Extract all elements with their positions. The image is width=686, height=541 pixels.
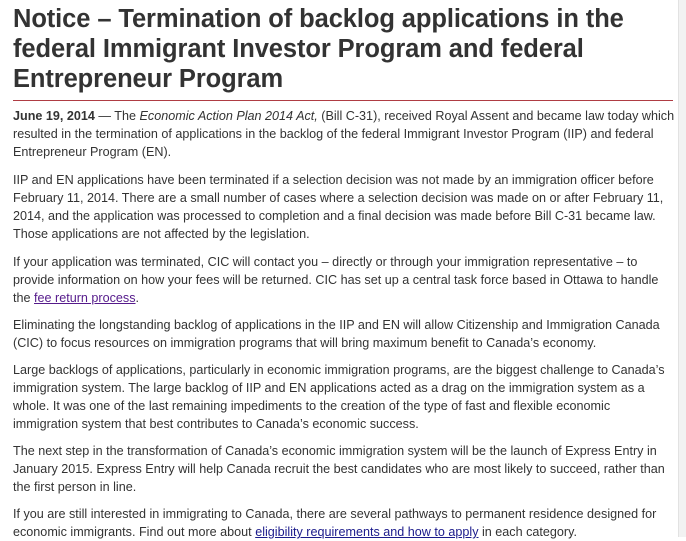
eligibility-requirements-link[interactable]: eligibility requirements and how to apply	[255, 525, 479, 539]
fee-return-period: .	[135, 291, 140, 305]
act-name: Economic Action Plan 2014 Act,	[139, 109, 318, 123]
paragraph-termination-criteria: IIP and EN applications have been terminated if a selection decision was not made by an immigration officer before February 11, 2014. There are a small number of cases where a selection decision was made on or after February 11, 2014, and the application was processed to completion and a final decision was made before Bill C-31 became law. Those applications are not affected by the legislation.	[13, 173, 664, 241]
notice-article	[13, 4, 676, 541]
vertical-scrollbar[interactable]	[678, 0, 686, 537]
paragraph-backlog-elimination: Eliminating the longstanding backlog of applications in the IIP and EN will allow Citizenship and Immigration Canada (CIC) to focus resources on immigration programs that will bring maximum benefit to Canada’s economy.	[13, 318, 660, 350]
fee-return-text: If your application was terminated, CIC will contact you – directly or through your immigration representative – to provide information on how your fees will be returned. CIC has set up a central task force based in Ottawa to handle the	[13, 255, 659, 305]
paragraph-pathways	[13, 505, 676, 541]
notice-date: June 19, 2014	[13, 109, 95, 123]
title-line-1: Notice – Termination of backlog applications in the	[13, 5, 624, 33]
pathways-suffix: in each category.	[478, 525, 577, 539]
title-line-3: Entrepreneur Program	[13, 65, 284, 93]
pathways-text: If you are still interested in immigrating to Canada, there are several pathways to permanent residence designed for economic immigrants. Find out more about	[13, 507, 657, 539]
fee-return-process-link[interactable]: fee return process	[34, 291, 136, 305]
title-divider	[13, 100, 673, 101]
announcement-text: (Bill C-31), received Royal Assent and became law today which resulted in the termination of applications in the backlog of the federal Immigrant Investor Program (IIP) and federal Entrepreneur Program (EN).	[13, 109, 675, 159]
paragraph-announcement	[13, 107, 676, 161]
paragraph-express-entry: The next step in the transformation of Canada’s economic immigration system will be the launch of Express Entry in January 2015. Express Entry will help Canada recruit the best candidates who are most likely to succeed, rather than the first person in line.	[13, 444, 665, 494]
date-dash: — The	[94, 109, 140, 123]
paragraph-backlog-challenge: Large backlogs of applications, particularly in economic immigration programs, are the biggest challenge to Canada’s immigration system. The large backlog of IIP and EN applications acted as a drag on the immigration system as a whole. It was one of the last remaining impediments to the creation of the type of fast and flexible economic immigration system that best contributes to Canada’s economic success.	[13, 363, 665, 431]
page-title	[13, 4, 676, 94]
title-line-2: federal Immigrant Investor Program and federal	[13, 35, 584, 63]
paragraph-fee-return	[13, 253, 676, 307]
